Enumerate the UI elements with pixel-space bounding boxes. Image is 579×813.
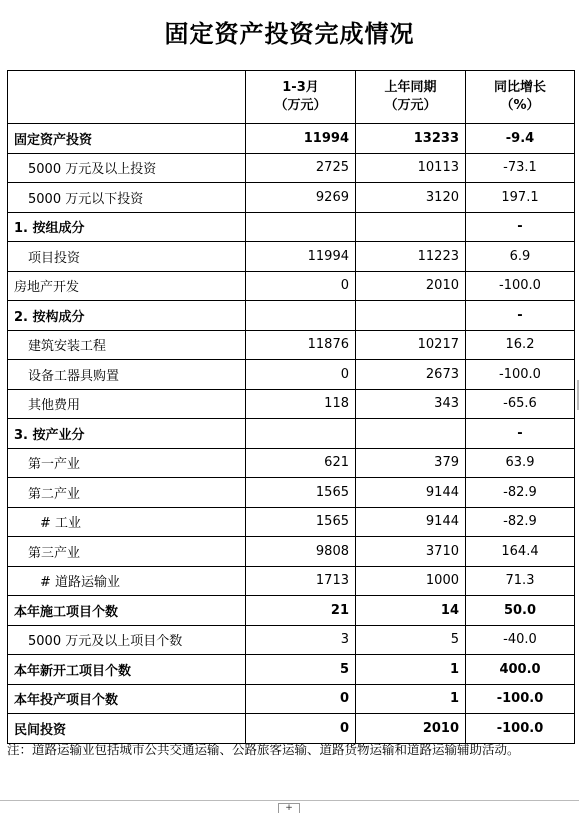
row-current-value: 118 — [246, 389, 356, 419]
table-row — [8, 596, 575, 626]
header-prior-period-line1: 上年同期 — [384, 80, 437, 95]
row-yoy-change: -65.6 — [466, 389, 575, 419]
row-current-value: 2725 — [246, 153, 356, 183]
row-prior-value: 3120 — [356, 183, 466, 213]
row-label: 设备工器具购置 — [8, 360, 246, 390]
footnote: 注：道路运输业包括城市公共交通运输、公路旅客运输、道路货物运输和道路运输辅助活动。 — [7, 742, 520, 757]
investment-table — [7, 70, 575, 744]
row-label: 第三产业 — [8, 537, 246, 567]
table-header-row — [8, 71, 575, 124]
row-prior-value: 10217 — [356, 330, 466, 360]
table-row — [8, 212, 575, 242]
row-yoy-change: 63.9 — [466, 448, 575, 478]
row-current-value: 21 — [246, 596, 356, 626]
row-prior-value: 10113 — [356, 153, 466, 183]
header-current-period-line2: （万元） — [274, 98, 327, 113]
row-prior-value: 379 — [356, 448, 466, 478]
row-current-value: 1713 — [246, 566, 356, 596]
row-prior-value: 5 — [356, 625, 466, 655]
row-yoy-change: 6.9 — [466, 242, 575, 272]
table-row — [8, 183, 575, 213]
header-current-period-line1: 1-3月 — [282, 80, 319, 95]
header-current-period — [246, 71, 356, 124]
row-yoy-change: -40.0 — [466, 625, 575, 655]
row-yoy-change: 71.3 — [466, 566, 575, 596]
header-blank-cell — [8, 71, 246, 124]
row-prior-value: 343 — [356, 389, 466, 419]
row-prior-value: 9144 — [356, 478, 466, 508]
row-current-value: 11994 — [246, 242, 356, 272]
page-title: 固定资产投资完成情况 — [164, 19, 415, 48]
table-row — [8, 271, 575, 301]
row-prior-value — [356, 212, 466, 242]
table-row — [8, 448, 575, 478]
row-label: 第二产业 — [8, 478, 246, 508]
row-current-value: 11994 — [246, 124, 356, 154]
row-current-value: 1565 — [246, 478, 356, 508]
row-yoy-change: - — [466, 301, 575, 331]
row-prior-value: 2010 — [356, 271, 466, 301]
row-yoy-change: 50.0 — [466, 596, 575, 626]
row-label: 本年新开工项目个数 — [8, 655, 246, 685]
row-current-value: 11876 — [246, 330, 356, 360]
table-row — [8, 655, 575, 685]
row-label: 房地产开发 — [8, 271, 246, 301]
row-current-value: 1565 — [246, 507, 356, 537]
row-label: 第一产业 — [8, 448, 246, 478]
table-row — [8, 242, 575, 272]
row-current-value: 621 — [246, 448, 356, 478]
table-row — [8, 684, 575, 714]
table-row — [8, 360, 575, 390]
row-current-value: 3 — [246, 625, 356, 655]
row-prior-value: 3710 — [356, 537, 466, 567]
row-current-value — [246, 419, 356, 449]
row-yoy-change: -100.0 — [466, 271, 575, 301]
row-current-value: 5 — [246, 655, 356, 685]
row-yoy-change: -82.9 — [466, 507, 575, 537]
row-current-value — [246, 301, 356, 331]
row-label: 5000 万元及以上项目个数 — [8, 625, 246, 655]
row-label: 民间投资 — [8, 714, 246, 744]
table-row — [8, 301, 575, 331]
page-bottom-divider — [0, 800, 579, 801]
row-yoy-change: 197.1 — [466, 183, 575, 213]
row-yoy-change: -100.0 — [466, 714, 575, 744]
table-row — [8, 419, 575, 449]
row-current-value — [246, 212, 356, 242]
row-yoy-change: 16.2 — [466, 330, 575, 360]
table-row — [8, 389, 575, 419]
row-prior-value: 13233 — [356, 124, 466, 154]
row-yoy-change: 400.0 — [466, 655, 575, 685]
row-prior-value: 14 — [356, 596, 466, 626]
table-row — [8, 153, 575, 183]
table-row — [8, 478, 575, 508]
row-prior-value: 2673 — [356, 360, 466, 390]
row-yoy-change: - — [466, 419, 575, 449]
row-label: # 道路运输业 — [8, 566, 246, 596]
row-prior-value — [356, 419, 466, 449]
header-yoy-growth-line2: （%） — [500, 98, 540, 113]
row-prior-value: 1 — [356, 684, 466, 714]
row-prior-value: 1 — [356, 655, 466, 685]
row-label: 5000 万元及以上投资 — [8, 153, 246, 183]
row-label: 项目投资 — [8, 242, 246, 272]
row-prior-value: 1000 — [356, 566, 466, 596]
row-yoy-change: -82.9 — [466, 478, 575, 508]
row-current-value: 9808 — [246, 537, 356, 567]
row-current-value: 0 — [246, 714, 356, 744]
header-yoy-growth — [466, 71, 575, 124]
row-label: 1. 按组成分 — [8, 212, 246, 242]
row-label: 2. 按构成分 — [8, 301, 246, 331]
row-current-value: 0 — [246, 360, 356, 390]
expand-toggle-button[interactable]: + — [278, 803, 300, 813]
table-row — [8, 124, 575, 154]
row-label: 固定资产投资 — [8, 124, 246, 154]
row-yoy-change: -100.0 — [466, 684, 575, 714]
row-current-value: 0 — [246, 271, 356, 301]
header-prior-period-line2: （万元） — [384, 98, 437, 113]
row-prior-value: 2010 — [356, 714, 466, 744]
row-label: 建筑安装工程 — [8, 330, 246, 360]
row-prior-value: 9144 — [356, 507, 466, 537]
header-yoy-growth-line1: 同比增长 — [493, 80, 546, 95]
row-prior-value: 11223 — [356, 242, 466, 272]
row-yoy-change: -9.4 — [466, 124, 575, 154]
row-label: # 工业 — [8, 507, 246, 537]
row-yoy-change: 164.4 — [466, 537, 575, 567]
header-prior-period — [356, 71, 466, 124]
row-current-value: 9269 — [246, 183, 356, 213]
row-yoy-change: - — [466, 212, 575, 242]
row-prior-value — [356, 301, 466, 331]
table-row — [8, 566, 575, 596]
row-label: 5000 万元以下投资 — [8, 183, 246, 213]
row-label: 本年投产项目个数 — [8, 684, 246, 714]
row-yoy-change: -100.0 — [466, 360, 575, 390]
table-body — [8, 124, 575, 744]
row-label: 3. 按产业分 — [8, 419, 246, 449]
row-yoy-change: -73.1 — [466, 153, 575, 183]
table-row — [8, 625, 575, 655]
table-row — [8, 507, 575, 537]
row-label: 本年施工项目个数 — [8, 596, 246, 626]
table-row — [8, 714, 575, 744]
table-row — [8, 330, 575, 360]
row-label: 其他费用 — [8, 389, 246, 419]
table-row — [8, 537, 575, 567]
row-current-value: 0 — [246, 684, 356, 714]
